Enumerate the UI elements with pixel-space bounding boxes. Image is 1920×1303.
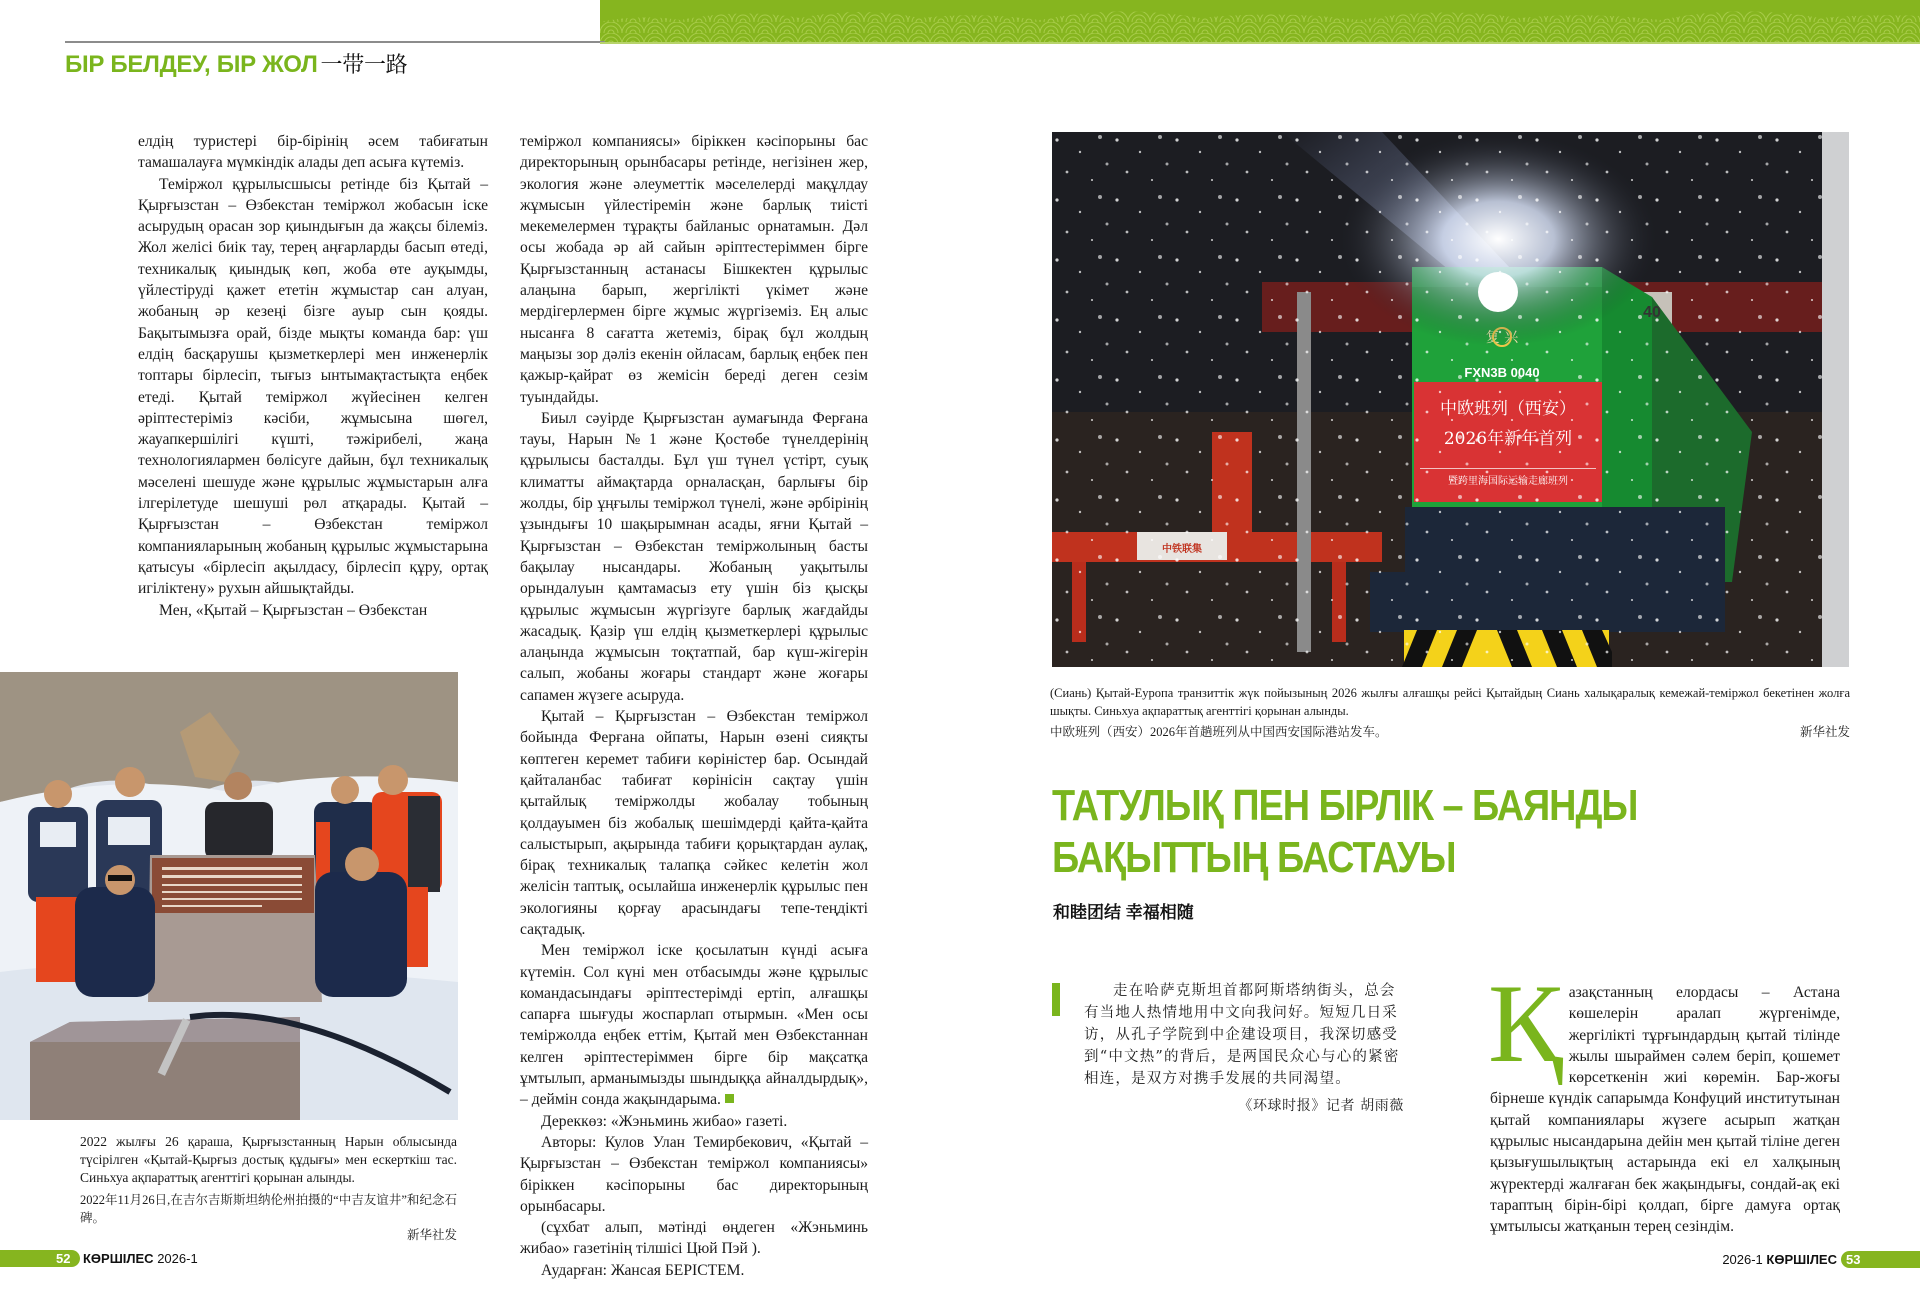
magazine-name: КӨРШІЛЕС (83, 1251, 154, 1266)
quote-bar-icon (1052, 983, 1060, 1016)
end-of-article-icon (725, 1094, 734, 1103)
paragraph: Биыл сәуірде Қырғызстан аумағында Ферғана тауы, Нарын №1 және Қостөбе түнелдерінің құрылысы басталды. Бұл үш түнел үстірт, суық климатты аймақтарда орналасқан, барлығы бір жолды, бір ұңғылы теміржол түнелі, және әрбірінің ұзындығы 10 шақырымнан асады, яғни Қытай – Қырғызстан – Өзбекстан теміржолының басты бақылау нысандары. Жобаның уақытылы орындалуын қамтамасыз ету үшін біз қысқы құрылыс жұмысын жүргізуге барлық жағдайды жасадық. Қазір үш елдің қызметкерлері құрылыс алаңында жұмысын тоқтатпай, бар күш-жігерін салып, жобаны жоғары стандарт және жоғары сапамен жүзеге асыруда. (520, 409, 868, 704)
paragraph: елдің туристері бір-бірінің әсем табиғатын тамашалауға мүмкіндік алады деп асыға күтеміз. (138, 133, 488, 172)
source-line: Дереккөз: «Жэньминь жибао» газеті. (541, 1112, 788, 1130)
caption-cn (1050, 723, 1850, 741)
article-column-3 (1488, 962, 1840, 1238)
photo-caption-right (1050, 684, 1850, 741)
caption-cn-text: 2022年11月26日,在吉尔吉斯斯坦纳伦州拍摄的“中吉友谊井”和纪念石碑。 (80, 1193, 457, 1225)
issue-number: 2026-1 (1722, 1252, 1763, 1267)
footer-left-label (83, 1250, 198, 1267)
article-headline (1052, 780, 1757, 884)
footer-right-label (1722, 1251, 1837, 1268)
drop-cap: Қ (1488, 962, 1563, 1086)
page-number-left: 52 (56, 1251, 71, 1266)
photo-image (0, 672, 458, 1120)
photo-credit: 新华社发 (1799, 725, 1850, 739)
paragraph: Теміржол құрылысшысы ретінде біз Қытай – Қырғызстан – Өзбекстан теміржол жобасын іске асырудың орасан зор қиындығын да жақсы білеміз. Жол желісі биік тау, терең аңғарларды басып өтеді, техникалық қиындық көп, жоба өте ауқымды, үйлестіруді қажет ететін жұмыстар сан алуан, жобаның әр кезеңі бізге ауыр сын қояды. Бақытымызға орай, бізде мықты команда бар: үш елдің басқарушы қызметкерлері мен инженерлік топтары бірлесіп, тығыз ынтымақтастықта еңбек етеді. Қытай теміржол жүйесінен келген әріптестеріміз кәсіби, жұмысына шөгел, жауапкершілігі күшті, тәжірибелі, жаңа технологиялармен бөлісуге дайын, бұл техникалық мәселені шешуде және құрылыс жұмыстарын алға ілгерілетуде шешуші рөл атқарады. Қытай – Қырғызстан – Өзбекстан теміржол компанияларының жобаның құрылыс жұмыстарына қатысуы «бірлесіп ақылдасу, бірлесіп құру, ортақ игіліктену» рухын айшықтайды. (138, 175, 488, 598)
wave-pattern-icon (600, 0, 1920, 42)
paragraph: азақстанның елордасы – Астана көшелерін аралап жүргенімде, жергілікті тұрғындардың қытай тілінде жылы шыраймен сәлем беріп, қошемет көрсеткенін жиі көремін. Бар-жоғы бірнеше күндік сапарымда Конфуций институтынан қытай компаниялары жүзеге асырып жатқан құрылыс нысандарына дейін мен қытай тіліне деген қызығушылықтың астарында екі ел халқының жүректерді жалғаған бек жақындығы, сондай-ақ екі тараптың бірін-бірі қолдап, бірге дамуға ортақ ұмтылысы жатқанын терең сезіндім. (1490, 984, 1840, 1236)
magazine-name: КӨРШІЛЕС (1766, 1252, 1837, 1267)
article-subhead-cn: 和睦团结 幸福相随 (1053, 903, 1194, 922)
section-title-cn: 一带一路 (320, 52, 408, 77)
photo-china-europe-train (1052, 132, 1849, 667)
headline-line-2: БАҚЫТТЫҢ БАСТАУЫ (1052, 833, 1456, 882)
issue-number: 2026-1 (157, 1251, 198, 1266)
photo-image (1052, 132, 1849, 667)
chinese-lead-quote (1052, 980, 1404, 1115)
paragraph: теміржол компаниясы» біріккен кәсіпорыны бас директорының орынбасары ретінде, негізінен жер, экология және әлеуметтік мәселелерді мақұлдау жұмысын үйлестіремін және барлық тиісті мекемелермен тұрақты байланыс орнатамын. Дәл осы жобада әр ай сайын әріптестеріммен бірге Қырғызстанның астанасы Бішкектен құрылыс алаңына барып, жергілікті үкімет және мердігерлермен бірге жұмыс жүргіземіз. Ең алыс нысанға 8 сағатта жетеміз, бірақ бұл жолдың маңызы зор дәліз екенін ойласам, барлық еңбек пен қажыр-қайрат өз жемісін береді деген сезім туындайды. (520, 133, 868, 406)
article-column-2 (520, 131, 868, 1281)
paragraph: Мен, «Қытай – Қырғызстан – Өзбекстан (159, 601, 428, 619)
headline-line-1: ТАТУЛЫҚ ПЕН БІРЛІК – БАЯНДЫ (1052, 781, 1638, 830)
page-number-right: 53 (1846, 1252, 1861, 1267)
quote-text: 走在哈萨克斯坦首都阿斯塔纳街头，总会有当地人热情地用中文向我问好。短短几日采访，从孔子学院到中企建设项目，我深切感受到“中文热”的背后，是两国民众心与心的紧密相连，是双方对携手发展的共同渴望。 (1084, 983, 1400, 1087)
caption-cn-text: 中欧班列（西安）2026年首趟班列从中国西安国际港站发车。 (1050, 725, 1388, 739)
photo-caption-left (80, 1133, 457, 1243)
header-rule (65, 41, 605, 43)
caption-cn (80, 1191, 457, 1243)
interview-credit: (сұхбат алып, мәтінді өңдеген «Жэньминь жибао» газетінің тілшісі Цюй Пэй ). (520, 1219, 868, 1258)
paragraph-text: Мен теміржол іске қосылатын күнді асыға күтемін. Сол күні мен отбасымды және құрылыс командасындағы әріптестерімді ертіп, алғашқы сапарға шығуды жоспарлап отырмын. «Мен осы теміржолда еңбек еттім, Қытай мен Өзбекстаннан келген әріптестеріммен бірге бір мақсатқа ұмтылып, арманымызды шындыққа айналдырдық», – деймін сонда жақындарыма. (520, 942, 868, 1109)
caption-kz: 2022 жылғы 26 қараша, Қырғызстанның Нарын облысында түсірілген «Қытай-Қырғыз достық құдығы» мен ескерткіш тас. Синьхуа ақпараттық агенттігі қорынан алынды. (80, 1134, 457, 1185)
article-column-1 (138, 131, 488, 621)
photo-credit: 新华社发 (406, 1228, 457, 1242)
paragraph (520, 940, 868, 1110)
paragraph: Қытай – Қырғызстан – Өзбекстан теміржол бойында Ферғана ойпаты, Нарын өзені сияқты көптеген керемет табиғи көріністер бар. Осындай қайталанбас табиғат көрінісін сақтау үшін қытайлық теміржолды жобалау тобының қолдауымен біз жобалық шешімдерді қайта-қайта салыстырып, ақырында табиғи қорықтардан аулақ, бірақ техникалық талапқа сәйкес келетін жол желісін таптық, осылайша инженерлік құрылыс пен экологияны қорғау арасындағы тепе-теңдікті сақтадық. (520, 708, 868, 938)
header-decorative-band (600, 0, 1920, 42)
translator-line: Аударған: Жансая БЕРІСТЕМ. (541, 1261, 745, 1279)
section-title (65, 48, 407, 79)
quote-author: 《环球时报》记者 胡雨薇 (1238, 1098, 1404, 1114)
caption-kz: (Сиань) Қытай-Еуропа транзиттік жүк пойызының 2026 жылғы алғашқы рейсі Қытайдың Сиань халықаралық кемежай-теміржол бекетінен жолға шықты. Синьхуа ақпараттық агенттігі қорынан алынды. (1050, 686, 1850, 718)
section-title-kz: БІР БЕЛДЕУ, БІР ЖОЛ (65, 51, 318, 78)
header-rule-accent (600, 42, 1920, 44)
photo-friendship-well (0, 672, 458, 1120)
author-line: Авторы: Кулов Улан Темирбекович, «Қытай – Қырғызстан – Өзбекстан теміржол компаниясы» біріккен кәсіпорыны бас директорының орынбасары. (520, 1133, 868, 1215)
